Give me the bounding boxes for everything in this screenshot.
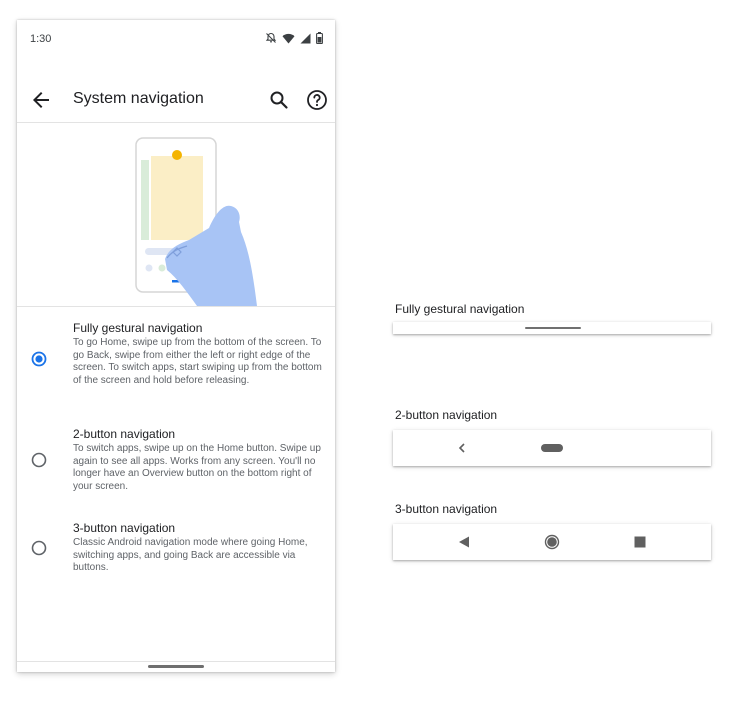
home-pill-icon [541, 444, 563, 452]
header-divider [17, 122, 335, 123]
status-bar [17, 20, 335, 60]
radio-2-button[interactable] [31, 452, 47, 468]
home-circle-icon [544, 534, 560, 550]
page-title: System navigation [73, 90, 204, 107]
option-description: Classic Android navigation mode where going Home, switching apps, and going Back are accessible via buttons. [73, 537, 308, 574]
search-icon[interactable] [267, 88, 291, 112]
phone-screen [17, 20, 335, 672]
option-description: To go Home, swipe up from the bottom of the screen. To go Back, swipe from either the left or right edge of the screen. To switch apps, start swiping up from the bottom of the screen and hold before releasing. [73, 337, 322, 386]
preview-bar-3-button [393, 524, 711, 560]
radio-fully-gestural[interactable] [31, 351, 47, 367]
help-icon[interactable] [305, 88, 329, 112]
gesture-pill [525, 327, 581, 329]
preview-bar-2-button [393, 430, 711, 466]
app-bar [17, 78, 335, 122]
overview-square-icon [634, 536, 646, 548]
option-title: Fully gestural navigation [73, 321, 203, 335]
signal-icon [300, 33, 311, 44]
status-time: 1:30 [30, 33, 52, 45]
nav-divider [17, 661, 335, 662]
back-chevron-icon [457, 442, 467, 454]
option-description: To switch apps, swipe up on the Home button. Swipe up again to see all apps. Works from any screen. You'll no longer have an Overview button on the bottom right of your screen. [73, 443, 321, 492]
preview-bar-gestural [393, 322, 711, 334]
preview-label-gestural: Fully gestural navigation [395, 302, 525, 316]
phone-hand-illustration [17, 124, 335, 306]
preview-label-3-button: 3-button navigation [395, 502, 498, 516]
do-not-disturb-off-icon [265, 32, 277, 44]
back-triangle-icon [457, 535, 471, 549]
gesture-home-handle[interactable] [148, 665, 204, 668]
radio-3-button[interactable] [31, 540, 47, 556]
wifi-icon [282, 33, 295, 44]
option-title: 2-button navigation [73, 427, 176, 441]
preview-label-2-button: 2-button navigation [395, 408, 498, 422]
back-arrow-icon[interactable] [29, 88, 53, 112]
illustration-divider [17, 306, 335, 307]
option-title: 3-button navigation [73, 521, 176, 535]
status-icons [265, 32, 323, 44]
battery-icon [316, 32, 323, 44]
